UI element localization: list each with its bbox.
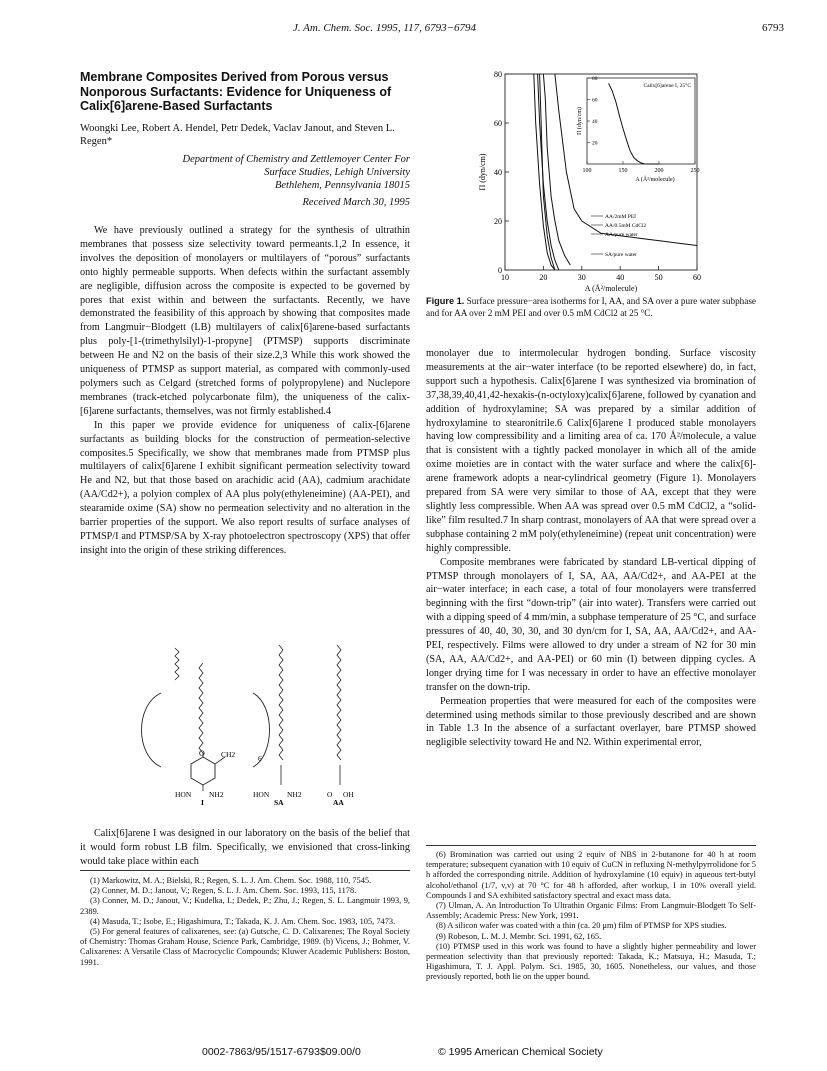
paragraph-fabrication: Composite membranes were fabricated by standard LB-vertical dipping of PTMSP through monolayers of I, SA, AA, AA/Cd2+, and AA-PEI at the air−water interface; in each case, a total of four monolayers were transferred beginning with the first “down-trip” (air into water). Transfers were carried out with a dipping speed of 4 mm/min, a subphase temperature of 25 °C, and surface pressures of 40, 40, 30, 30, and 30 dyn/cm for I, SA, AA, AA/Cd2+, and AA-PEI, respectively. Films were allowed to dry under a stream of N2 for 30 min (SA, AA, AA/Cd2+, and AA-PEI) or 60 min (I) between dipping cycles. A longer drying time for I was necessary in order to have an effective monolayer transfer on the down-trip. xyxy=(426,556,756,693)
footer-copyright: © 1995 American Chemical Society xyxy=(438,1046,603,1058)
amine-label-SA: NH2 xyxy=(287,790,302,799)
isotherm-curve xyxy=(540,74,555,270)
compound-label-AA: AA xyxy=(333,798,344,805)
footnote-8: (8) A silicon wafer was coated with a thin (ca. 20 μm) film of PTMSP for XPS studies. xyxy=(436,921,727,931)
article-title: Membrane Composites Derived from Porous versus Nonporous Surfactants: Evidence for Uniqueness of Calix[6]arene-Based Surfactants xyxy=(80,70,392,113)
y-tick-label: 80 xyxy=(494,70,502,79)
footer-code: 0002-7863/95/1517-6793$09.00/0 xyxy=(202,1046,361,1058)
footnote-9: (9) Robeson, L. M. J. Membr. Sci. 1991, 62, 165. xyxy=(436,931,602,941)
received-date: Received March 30, 1995 xyxy=(302,197,410,208)
amine-label-I: NH2 xyxy=(209,790,224,799)
affiliation-line-1: Department of Chemistry and Zettlemoyer Center For xyxy=(182,154,410,165)
left-body-text-continued xyxy=(80,827,410,869)
left-body-text xyxy=(80,224,410,558)
alkyl-chain-I-ring xyxy=(175,648,179,680)
inset-x-tick-label: 150 xyxy=(618,168,628,174)
right-footnote-rule xyxy=(426,845,756,846)
isotherm-curve xyxy=(534,74,555,270)
y-tick-label: 20 xyxy=(494,217,502,226)
affiliation-line-3: Bethlehem, Pennsylvania 18015 xyxy=(274,180,410,191)
y-tick-label: 0 xyxy=(498,266,502,275)
acid-o-label: O xyxy=(327,790,333,799)
oxygen-label: O xyxy=(199,749,205,758)
footnote-10: (10) PTMSP used in this work was found to have a slightly higher permeability and lower permeation selectivity than that previously reported: Takada, K.; Matsuya, H.; Masuda, T.; Higashimura, T. J. Appl. Polym. Sci. 1985, 30, 1605. Nonetheless, our values, and those previously reported, both lie on the upper bound. xyxy=(426,941,756,982)
footnote-4: (4) Masuda, T.; Isobe, E.; Higashimura, T.; Takada, K. J. Am. Chem. Soc. 1983, 105, 7473. xyxy=(90,916,396,926)
ch2-label: CH2 xyxy=(221,750,236,759)
paragraph-synthesis: monolayer due to intermolecular hydrogen bonding. Surface viscosity measurements at the air−water interface (to be reported elsewhere) do, in fact, support such a hypothesis. Calix[6]arene I was synthesized via bromination of 37,38,39,40,41,42-hexakis-(n-octyloxy)calix[6]arene, followed by cyanation and addition of hydroxylamine; SA was prepared by a similar addition of hydroxylamine to stearonitrile.6 Calix[6]arene I produced stable monolayers having low compressibility and a limiting area of ca. 170 Å²/molecule, a value that is consistent with a tightly packed monolayer in which all of the amide oxime moieties are in contact with the water surface and where the calix[6]-arene framework adopts a near-cylindrical geometry (Figure 1). Monolayers prepared from SA were very similar to those of AA, except that they were slightly less compressible. When AA was spread over 0.5 mM CdCl2, a “solid-like” film resulted.7 In sharp contrast, monolayers of AA that were spread over a subphase containing 2 mM poly(ethyleneimine) (repeat unit concentration) were highly compressible. xyxy=(426,348,756,554)
paragraph-permeation: Permeation properties that were measured for each of the composites were determined using methods similar to those previously described and are shown in Table 1.3 In the absence of a surfactant overlayer, bare PTMSP showed negligible selectivity toward He and N2. Within experimental error, xyxy=(426,695,756,749)
x-tick-label: 60 xyxy=(693,273,701,282)
alkyl-chain-SA xyxy=(279,645,283,760)
right-body-text xyxy=(426,347,756,750)
left-footnote-rule xyxy=(80,870,410,871)
inset-y-axis-label: Π (dyn/cm) xyxy=(577,107,583,135)
figure-caption-label: Figure 1. xyxy=(426,296,465,306)
legend-label: AA/2mM PEI xyxy=(605,214,637,220)
right-footnotes xyxy=(426,850,756,983)
oxime-label-SA: HON xyxy=(253,790,270,799)
legend-label: SA/pure water xyxy=(605,252,637,258)
footnote-2: (2) Conner, M. D.; Janout, V.; Regen, S. L. J. Am. Chem. Soc. 1993, 115, 1178. xyxy=(90,886,357,896)
isotherm-chart xyxy=(455,62,755,294)
inset-y-tick-label: 20 xyxy=(592,140,598,147)
left-footnotes xyxy=(80,876,410,968)
compound-label-I: I xyxy=(201,798,204,805)
paragraph-intro: We have previously outlined a strategy for the synthesis of ultrathin membranes that possess size selectivity toward permeants.1,2 In essence, it involves the deposition of monolayers or multilayers of “porous” surfactants onto highly permeable supports. When defects within the surfactant assembly are negligible, diffusion across the composite is expected to be governed by pores that exist within and between the surfactants. Recently, we have demonstrated the feasibility of this approach by showing that composites made from Langmuir−Blodgett (LB) multilayers of calix[6]arene-based surfactants plus poly-[1-(trimethylsilyl)-1-propyne] (PTMSP) supports discriminate between He and N2 on the basis of their size.2,3 While this work showed the uniqueness of PTMSP as support material, as compared with commonly-used polymers such as Celgard (stretched forms of polypropylene) and Nuclepore membranes (track-etched polycarbonate film), the uniqueness of the calix-[6]arene surfactants, themselves, was not firmly established.4 xyxy=(80,225,410,417)
footnote-1: (1) Markowitz, M. A.; Bielski, R.; Regen, S. L. J. Am. Chem. Soc. 1988, 110, 7545. xyxy=(90,876,372,885)
paragraph-purpose: In this paper we provide evidence for uniqueness of calix-[6]arene surfactants as building blocks for the construction of permeation-selective composites.5 Specifically, we show that membranes made from PTMSP plus multilayers of calix[6]arene I exhibit significant permeation selectivity toward He and N2, but that those based on arachidic acid (AA), cadmium arachidate (AA/Cd2+), a polyion complex of AA plus poly(ethyleneimine) (AA-PEI), and stearamide oxime (SA) show no permeation selectivity and no alteration in the barrier properties of the support. We also report results of surface analyses of PTMSP/I and PTMSP/SA by X-ray photoelectron spectroscopy (XPS) that offer insight into the origin of these striking differences. xyxy=(80,419,410,556)
article-authors: Woongki Lee, Robert A. Hendel, Petr Dedek, Vaclav Janout, and Steven L. Regen* xyxy=(80,123,395,147)
inset-x-tick-label: 250 xyxy=(690,168,700,174)
footnote-3: (3) Conner, M. D.; Janout, V.; Kudelka, I.; Dedek, P.; Zhu, J.; Regen, S. L. Langmuir 1993, 9, 2389. xyxy=(80,896,410,916)
y-tick-label: 60 xyxy=(494,119,502,128)
inset-x-axis-label: A (Å²/molecule) xyxy=(635,177,675,183)
oxime-label-I: HON xyxy=(175,790,192,799)
footnote-5: (5) For general features of calixarenes, see: (a) Gutsche, C. D. Calixarenes; The Royal Society of Chemistry: Thomas Graham House, Science Park, Cambridge, 1989. (b) Vicens, J.; Bohmer, V. Calixarenes: A Versatile Class of Macrocyclic Compounds; Kluwer Academic Publishers: Boston, 1991. xyxy=(80,927,410,967)
page-number: 6793 xyxy=(762,22,784,34)
chemical-structures xyxy=(115,635,375,805)
inset-frame xyxy=(587,78,695,164)
inset-x-tick-label: 200 xyxy=(654,168,664,174)
inset-y-tick-label: 40 xyxy=(592,119,598,125)
alkyl-chain-I xyxy=(199,663,203,753)
paragraph-design: Calix[6]arene I was designed in our laboratory on the basis of the belief that it would form robust LB film. Specifically, we envisioned that cross-linking would take place within each xyxy=(80,828,410,867)
y-tick-label: 40 xyxy=(494,168,502,177)
figure-caption-text: Surface pressure−area isotherms for I, AA, and SA over a pure water subphase and for AA over 2 mM PEI and over 0.5 mM CdCl2 at 25 °C. xyxy=(426,296,756,318)
ring-subscript: 6 xyxy=(258,754,262,763)
x-tick-label: 10 xyxy=(501,273,509,282)
acid-oh-label: OH xyxy=(343,790,354,799)
affiliation-block xyxy=(100,153,410,209)
inset-y-tick-label: 80 xyxy=(592,76,598,82)
compound-label-SA: SA xyxy=(274,798,284,805)
legend-label: AA/0.5mM CdCl2 xyxy=(605,223,647,229)
y-axis-label: Π (dyn/cm) xyxy=(478,153,487,191)
journal-header: J. Am. Chem. Soc. 1995, 117, 6793−6794 xyxy=(293,22,476,34)
inset-x-tick-label: 100 xyxy=(582,168,592,174)
figure-caption xyxy=(426,296,756,319)
calixarene-bracket-left xyxy=(142,693,162,767)
footnote-6: (6) Bromination was carried out using 2 equiv of NBS in 2-butanone for 40 h at room temperature; subsequent cyanation with 10 equiv of CuCN in refluxing N-methylpyrrolidone for 5 h afforded the corresponding nitrile. Addition of hydroxylamine (10 equiv) in aqueous tert-butyl alcohol/ethanol (1/7, v,v) at 70 °C for 48 h afforded, after workup, I in 10% overall yield. Compounds I and SA exhibited satisfactory spectral and exact mass data. xyxy=(426,850,756,900)
benzene-ring xyxy=(191,757,215,785)
inset-title: Calix[6]arene I, 25°C xyxy=(643,83,691,89)
affiliation-line-2: Surface Studies, Lehigh University xyxy=(264,167,410,178)
alkyl-chain-AA xyxy=(337,645,341,760)
legend-label: AA/pure water xyxy=(605,232,638,238)
inset-y-tick-label: 60 xyxy=(592,97,598,104)
x-tick-label: 20 xyxy=(539,273,548,282)
x-axis-label: A (Å²/molecule) xyxy=(584,284,638,293)
x-tick-label: 50 xyxy=(654,273,663,282)
x-tick-label: 40 xyxy=(616,273,625,282)
x-tick-label: 30 xyxy=(577,273,586,282)
footnote-7: (7) Ulman, A. An Introduction To Ultrathin Organic Films: From Langmuir-Blodgett To Self-Assembly; Academic Press: New York, 1991. xyxy=(426,901,756,921)
